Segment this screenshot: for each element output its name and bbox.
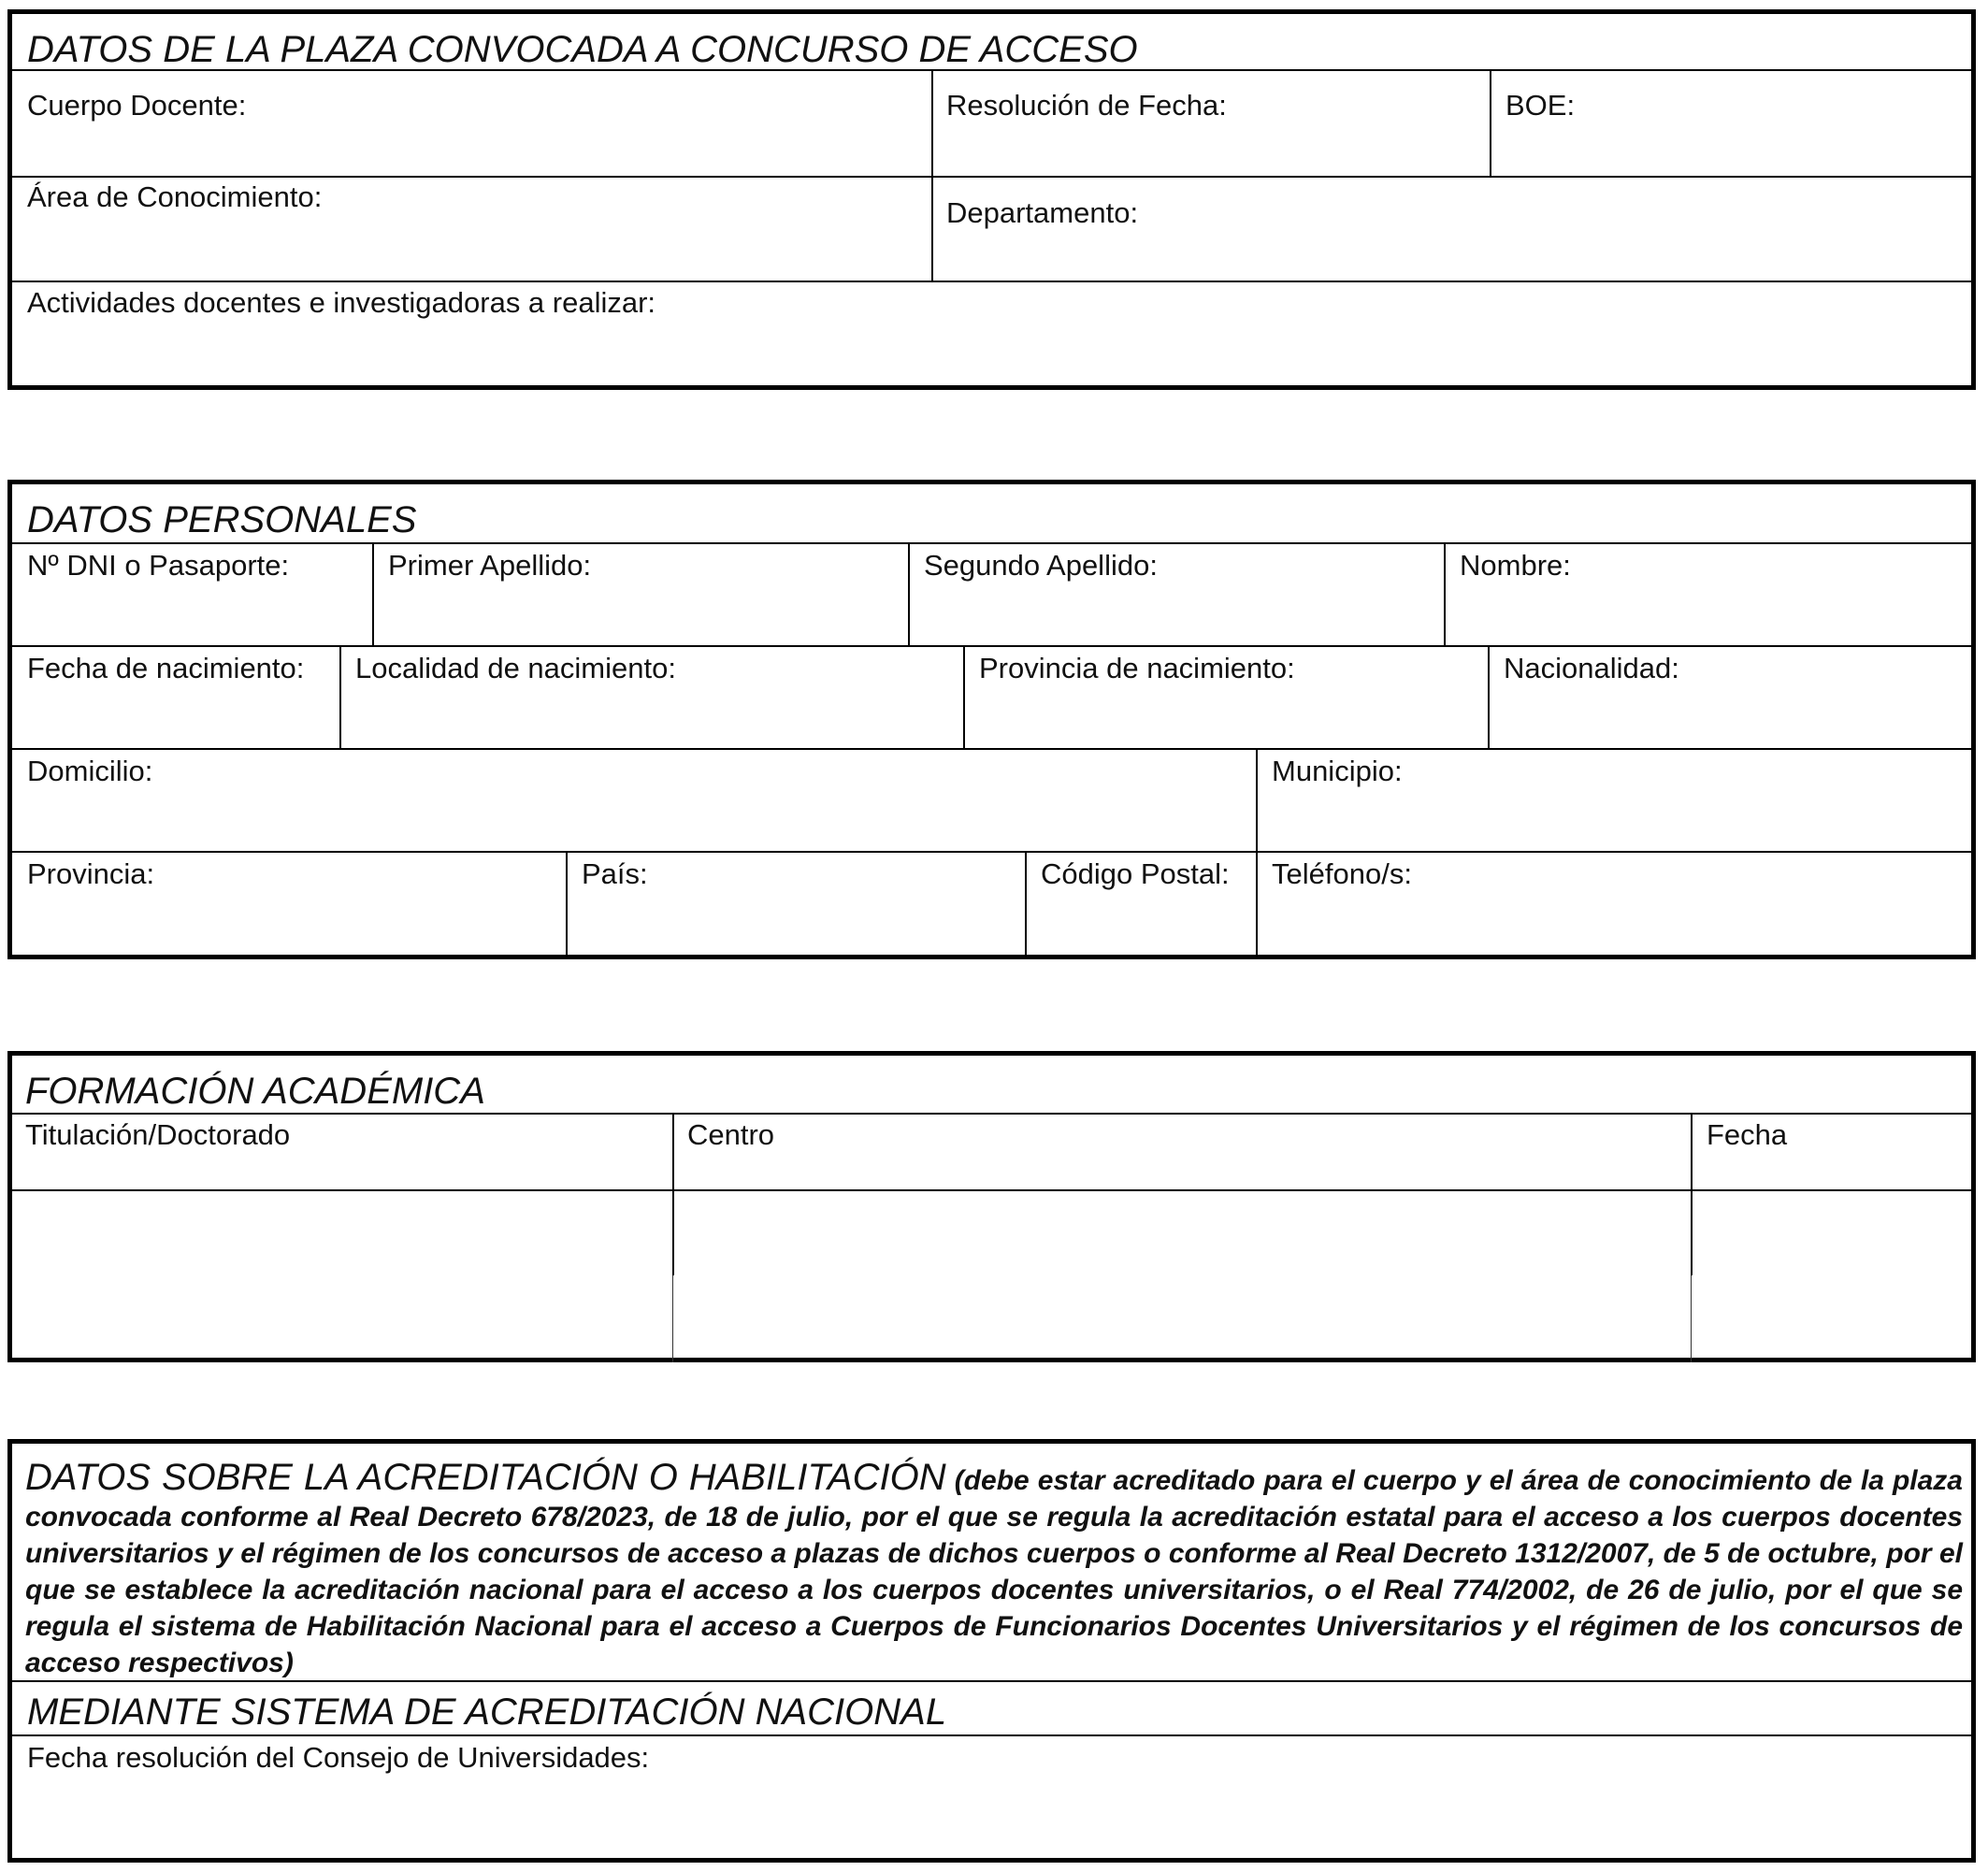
- titulacion-column-header: Titulación/Doctorado: [25, 1118, 291, 1151]
- formacion-section-title: FORMACIÓN ACADÉMICA: [25, 1071, 485, 1112]
- divider: [12, 645, 1971, 647]
- divider: [1488, 646, 1490, 749]
- divider: [12, 1113, 1971, 1115]
- divider: [12, 851, 1971, 853]
- acreditacion-section-title: DATOS SOBRE LA ACREDITACIÓN O HABILITACIÓN: [25, 1457, 946, 1498]
- divider: [339, 646, 341, 749]
- divider: [372, 543, 374, 646]
- fecha-nacimiento-field[interactable]: Fecha de nacimiento:: [27, 652, 305, 684]
- primer-apellido-field[interactable]: Primer Apellido:: [388, 549, 592, 582]
- codigo-postal-field[interactable]: Código Postal:: [1041, 857, 1230, 890]
- area-conocimiento-field[interactable]: Área de Conocimiento:: [27, 180, 323, 213]
- acreditacion-subtitle: MEDIANTE SISTEMA DE ACREDITACIÓN NACIONAL: [27, 1691, 947, 1733]
- nombre-field[interactable]: Nombre:: [1460, 549, 1571, 582]
- divider: [672, 1275, 673, 1362]
- fecha-entry-cell[interactable]: [1693, 1191, 1971, 1362]
- telefono-field[interactable]: Teléfono/s:: [1272, 857, 1412, 890]
- divider: [1025, 852, 1027, 959]
- plaza-section: [7, 9, 1976, 390]
- divider: [12, 1734, 1971, 1736]
- formacion-section: [7, 1051, 1976, 1362]
- personales-section-title: DATOS PERSONALES: [27, 499, 417, 540]
- divider: [931, 70, 933, 281]
- plaza-section-title: DATOS DE LA PLAZA CONVOCADA A CONCURSO DE ACCESO: [27, 29, 1138, 70]
- fecha-column-header: Fecha: [1707, 1118, 1788, 1151]
- divider: [12, 281, 1971, 282]
- actividades-field[interactable]: Actividades docentes e investigadoras a realizar:: [27, 286, 656, 319]
- provincia-nacimiento-field[interactable]: Provincia de nacimiento:: [979, 652, 1295, 684]
- divider: [1691, 1275, 1692, 1362]
- centro-entry-cell[interactable]: [674, 1191, 1690, 1362]
- titulacion-entry-cell[interactable]: [12, 1191, 671, 1362]
- acreditacion-section: [7, 1439, 1976, 1863]
- boe-field[interactable]: BOE:: [1505, 89, 1576, 122]
- nacionalidad-field[interactable]: Nacionalidad:: [1504, 652, 1679, 684]
- divider: [908, 543, 910, 646]
- divider: [1691, 1114, 1693, 1190]
- divider: [12, 542, 1971, 544]
- personales-section: [7, 480, 1976, 959]
- divider: [12, 69, 1971, 71]
- municipio-field[interactable]: Municipio:: [1272, 755, 1403, 787]
- dni-field[interactable]: Nº DNI o Pasaporte:: [27, 549, 290, 582]
- divider: [1256, 852, 1258, 959]
- divider: [672, 1114, 674, 1190]
- localidad-nacimiento-field[interactable]: Localidad de nacimiento:: [355, 652, 676, 684]
- fecha-resolucion-field[interactable]: Fecha resolución del Consejo de Universidades:: [27, 1741, 650, 1774]
- divider: [1490, 70, 1491, 177]
- cuerpo-docente-field[interactable]: Cuerpo Docente:: [27, 89, 247, 122]
- divider: [1256, 749, 1258, 852]
- centro-column-header: Centro: [687, 1118, 775, 1151]
- pais-field[interactable]: País:: [582, 857, 648, 890]
- divider: [12, 1680, 1971, 1682]
- departamento-field[interactable]: Departamento:: [946, 196, 1139, 229]
- resolucion-fecha-field[interactable]: Resolución de Fecha:: [946, 89, 1227, 122]
- domicilio-field[interactable]: Domicilio:: [27, 755, 153, 787]
- divider: [12, 176, 1971, 178]
- acreditacion-header: [25, 1457, 1963, 1681]
- divider: [566, 852, 568, 959]
- divider: [12, 748, 1971, 750]
- divider: [963, 646, 965, 749]
- divider: [1444, 543, 1446, 646]
- provincia-field[interactable]: Provincia:: [27, 857, 155, 890]
- segundo-apellido-field[interactable]: Segundo Apellido:: [924, 549, 1158, 582]
- acreditacion-note: (debe estar acreditado para el cuerpo y el área de conocimiento de la plaza convocada conforme al Real Decreto 678/2023, de 18 de julio, por el que se regula la acreditación estatal para el acceso a los cuerpos docentes universitarios y el régimen de los concursos de acceso a plazas de dichos cuerpos o conforme al Real Decreto 1312/2007, de 5 de octubre, por el que se establece la acreditación nacional para el acceso a los cuerpos docentes universitarios, o el Real 774/2002, de 26 de julio, por el que se regula el sistema de Habilitación Nacional para el acceso a Cuerpos de Funcionarios Docentes Universitarios y el régimen de los concursos de acceso respectivos): [25, 1465, 1963, 1678]
